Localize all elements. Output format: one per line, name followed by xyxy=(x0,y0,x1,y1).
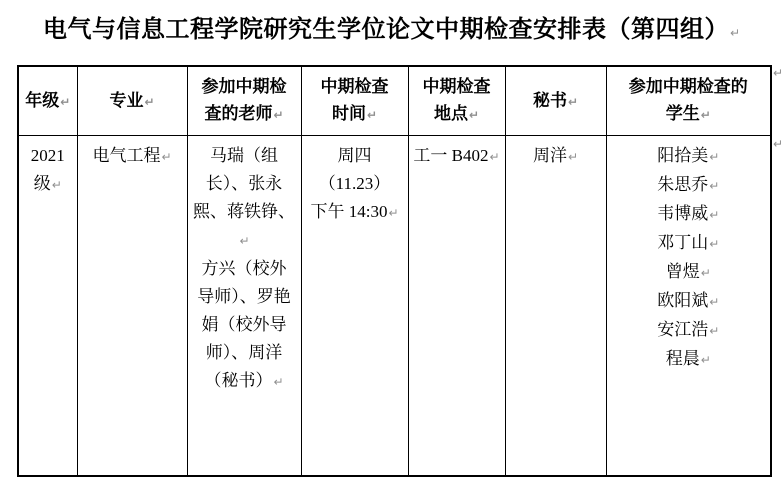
major-value: 电气工程 xyxy=(92,146,161,165)
time-line: 下午 14:30 xyxy=(310,202,388,221)
document-title: 电气与信息工程学院研究生学位论文中期检查安排表（第四组） xyxy=(42,16,729,43)
teachers-line: （秘书） xyxy=(204,371,273,390)
paragraph-mark-icon: ↵ xyxy=(700,353,711,367)
student-name: 程晨 xyxy=(665,349,700,368)
student-name: 欧阳斌 xyxy=(657,291,709,310)
paragraph-mark-icon: ↵ xyxy=(729,26,741,40)
header-students-label-line2: 学生 xyxy=(665,103,700,123)
paragraph-mark-icon: ↵ xyxy=(709,295,720,309)
paragraph-mark-icon: ↵ xyxy=(60,94,71,109)
paragraph-mark-icon: ↵ xyxy=(709,179,720,193)
paragraph-mark-icon: ↵ xyxy=(468,107,480,122)
paragraph-mark-icon: ↵ xyxy=(388,206,399,220)
student-name: 安江浩 xyxy=(657,320,709,339)
paragraph-mark-icon: ↵ xyxy=(709,150,720,164)
header-location-label-line2: 地点 xyxy=(433,103,468,123)
teachers-line: 娟（校外导 xyxy=(201,315,287,334)
cell-grade xyxy=(18,136,77,477)
header-cell-teachers xyxy=(187,66,301,136)
paragraph-mark-icon: ↵ xyxy=(161,150,172,164)
header-cell-secretary xyxy=(505,66,606,136)
header-time-label-line1: 中期检查 xyxy=(320,76,389,96)
student-name: 邓丁山 xyxy=(657,233,709,252)
header-cell-major xyxy=(77,66,187,136)
cell-secretary xyxy=(505,136,606,477)
header-time-label-line2: 时间 xyxy=(331,103,366,123)
teachers-line: 熙、蒋铁铮、 xyxy=(193,202,295,221)
header-major-label: 专业 xyxy=(109,90,144,110)
paragraph-mark-icon: ↵ xyxy=(709,324,720,338)
cell-teachers xyxy=(187,136,301,477)
student-name: 朱思乔 xyxy=(657,175,709,194)
paragraph-mark-icon: ↵ xyxy=(567,150,579,164)
time-line: 周四 xyxy=(337,146,372,165)
schedule-table xyxy=(17,65,772,477)
header-cell-students xyxy=(606,66,771,136)
teachers-line: 长）、张永 xyxy=(205,174,283,193)
paragraph-mark-icon: ↵ xyxy=(51,178,62,192)
cell-time xyxy=(301,136,408,477)
paragraph-mark-icon: ↵ xyxy=(144,94,155,109)
student-name: 阳拾美 xyxy=(657,146,709,165)
header-secretary-label: 秘书 xyxy=(532,90,567,110)
header-location-label-line1: 中期检查 xyxy=(422,76,491,96)
paragraph-mark-icon: ↵ xyxy=(567,94,579,109)
teachers-line: 马瑞（组 xyxy=(210,146,278,165)
teachers-line: 方兴（校外 xyxy=(201,259,287,278)
paragraph-mark-icon: ↵ xyxy=(239,234,250,248)
grade-value-line1: 2021 xyxy=(30,146,65,165)
paragraph-mark-icon: ↵ xyxy=(709,208,720,222)
cell-major xyxy=(77,136,187,477)
header-grade-label: 年级 xyxy=(25,90,60,110)
header-row xyxy=(18,66,771,136)
header-students-label-line1: 参加中期检查的 xyxy=(628,76,748,96)
cell-students xyxy=(606,136,771,477)
document-title-row xyxy=(0,9,783,44)
time-line: （11.23） xyxy=(318,174,391,193)
header-teachers-label-line2: 查的老师 xyxy=(204,103,273,123)
secretary-value: 周洋 xyxy=(532,146,567,165)
teachers-line: 导师）、罗艳 xyxy=(197,287,291,306)
data-row xyxy=(18,136,771,477)
paragraph-mark-icon: ↵ xyxy=(489,150,500,164)
paragraph-mark-icon: ↵ xyxy=(709,237,720,251)
grade-value-line2: 级 xyxy=(33,174,51,193)
teachers-line: 师）、周洋 xyxy=(205,343,283,362)
location-value: 工一 B402 xyxy=(413,146,489,165)
paragraph-mark-icon: ↵ xyxy=(366,107,378,122)
header-cell-time xyxy=(301,66,408,136)
paragraph-mark-icon: ↵ xyxy=(700,107,711,122)
header-teachers-label-line1: 参加中期检 xyxy=(201,76,287,96)
header-cell-location xyxy=(408,66,505,136)
row-end-mark-icon: ↵ xyxy=(773,137,783,151)
paragraph-mark-icon: ↵ xyxy=(273,107,284,122)
header-cell-grade xyxy=(18,66,77,136)
student-name: 曾煜 xyxy=(665,262,700,281)
paragraph-mark-icon: ↵ xyxy=(273,375,284,389)
row-end-mark-icon: ↵ xyxy=(773,66,783,80)
cell-location xyxy=(408,136,505,477)
student-name: 韦博威 xyxy=(657,204,709,223)
paragraph-mark-icon: ↵ xyxy=(700,266,711,280)
